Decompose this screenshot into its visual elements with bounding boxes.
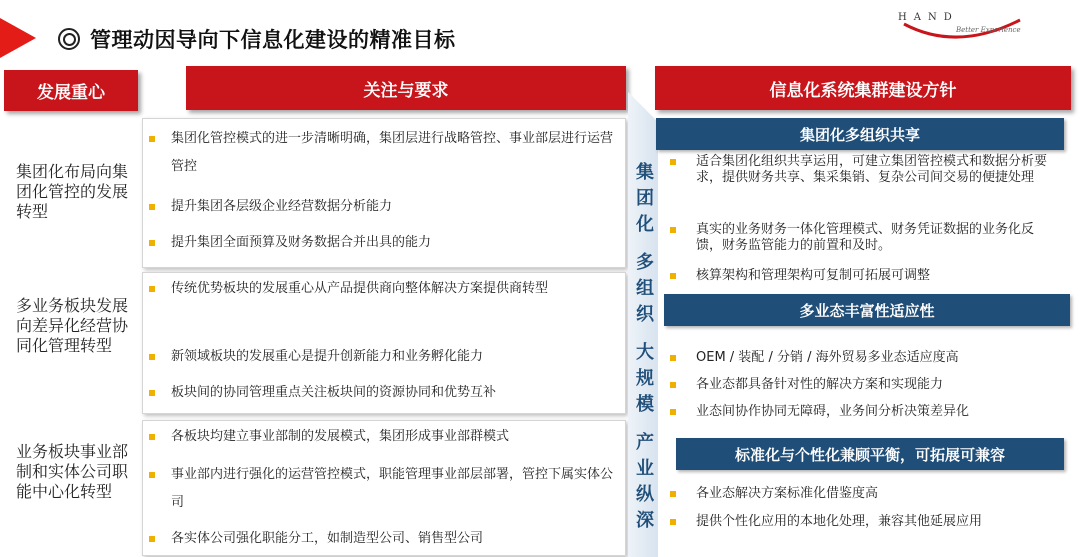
requirement-item: 传统优势板块的发展重心从产品提供商向整体解决方案提供商转型 (149, 275, 619, 303)
vertical-label-group: 集团化 (636, 162, 654, 235)
policy-item: 提供个性化应用的本地化处理，兼容其他延展应用 (670, 514, 1050, 530)
policy-item: OEM / 装配 / 分销 / 海外贸易多业态适应度高 (670, 350, 1050, 366)
page-title: 管理动因导向下信息化建设的精准目标 (90, 28, 456, 52)
header-system-policy: 信息化系统集群建设方针 (655, 66, 1071, 110)
policy-item: 适合集团化组织共享运用，可建立集团管控模式和数据分析要求，提供财务共享、集采集销、复杂公司间交易的便捷处理 (670, 154, 1050, 186)
policy-item: 各业态解决方案标准化借鉴度高 (670, 486, 1050, 502)
requirements-box-1 (142, 118, 626, 268)
target-circle-icon (58, 28, 80, 50)
policy-item: 核算架构和管理架构可复制可拓展可调整 (670, 268, 1050, 284)
section-title-multi-format: 多业态丰富性适应性 (664, 294, 1070, 326)
requirement-item: 事业部内进行强化的运营管控模式，职能管理事业部层部署，管控下属实体公司 (149, 461, 619, 517)
requirement-item: 各板块均建立事业部制的发展模式，集团形成事业部群模式 (149, 423, 619, 451)
policy-item: 真实的业务财务一体化管理模式、财务凭证数据的业务化反馈，财务监管能力的前置和及时。 (670, 222, 1050, 254)
policy-item: 各业态都具备针对性的解决方案和实现能力 (670, 377, 1050, 393)
requirement-item: 各实体公司强化职能分工，如制造型公司、销售型公司 (149, 525, 619, 553)
logo-brand: HAND (898, 12, 959, 23)
left-label-2: 多业务板块发展向差异化经营协同化管理转型 (16, 296, 129, 355)
title-row (58, 24, 456, 54)
left-label-1: 集团化布局向集团化管控的发展转型 (16, 162, 129, 221)
logo-tagline: Better Experience (956, 26, 1021, 34)
header-development-focus: 发展重心 (4, 70, 138, 111)
title-chevron-icon (0, 18, 36, 58)
requirement-item: 板块间的协同管理重点关注板块间的资源协同和优势互补 (149, 379, 619, 407)
vertical-label-industry: 产业纵深 (636, 432, 654, 531)
header-focus-requirements: 关注与要求 (186, 66, 626, 110)
requirement-item: 提升集团各层级企业经营数据分析能力 (149, 193, 619, 221)
policy-item: 业态间协作协同无障碍，业务间分析决策差异化 (670, 404, 1050, 420)
vertical-label-scale: 大规模 (636, 342, 654, 415)
section-title-standardization: 标准化与个性化兼顾平衡，可拓展可兼容 (676, 438, 1064, 470)
vertical-label-multi-org: 多组织 (636, 252, 654, 325)
hand-logo (898, 6, 1038, 46)
requirements-box-3 (142, 420, 626, 556)
requirement-item: 集团化管控模式的进一步清晰明确，集团层进行战略管控、事业部层进行运营管控 (149, 125, 619, 181)
requirement-item: 新领域板块的发展重心是提升创新能力和业务孵化能力 (149, 343, 619, 371)
left-label-3: 业务板块事业部制和实体公司职能中心化转型 (16, 442, 129, 501)
section-title-group-sharing: 集团化多组织共享 (656, 118, 1064, 150)
requirements-box-2 (142, 272, 626, 414)
requirement-item: 提升集团全面预算及财务数据合并出具的能力 (149, 229, 619, 257)
